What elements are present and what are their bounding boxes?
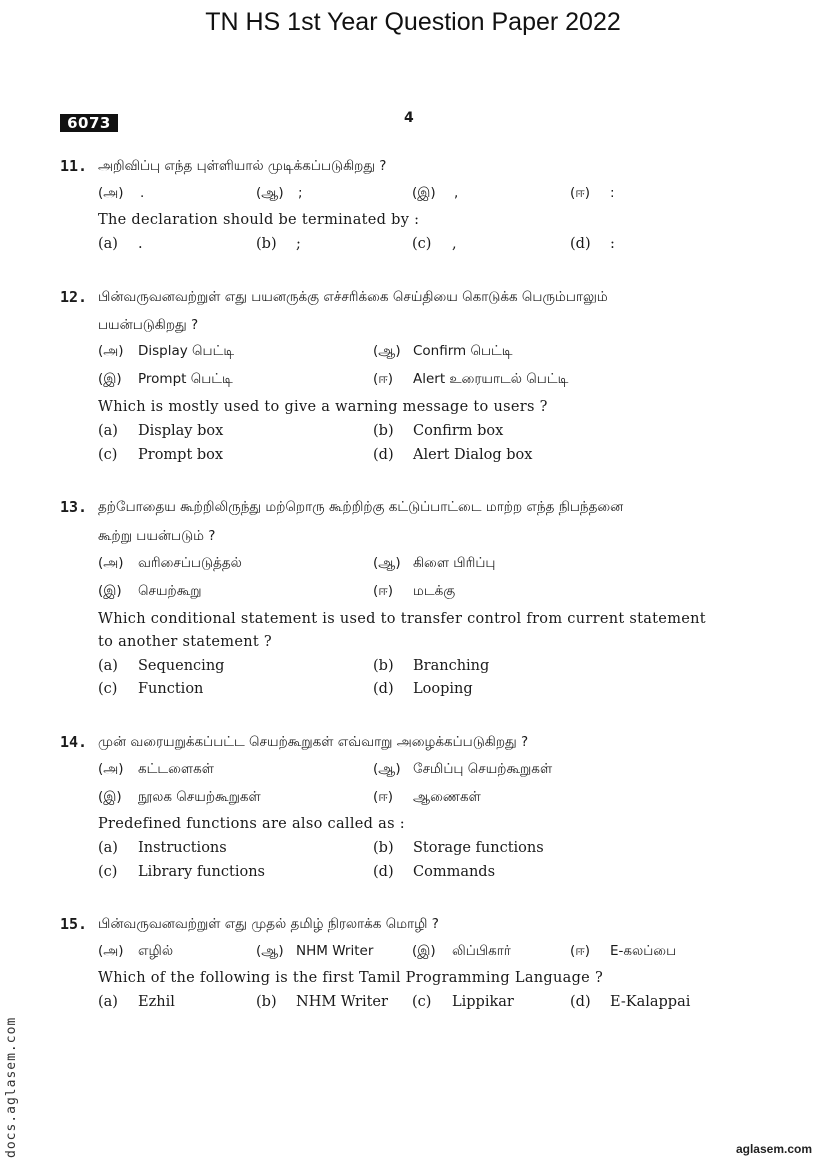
question-text-english: The declaration should be terminated by : [98, 212, 420, 228]
paper-code-badge: 6073 [60, 114, 118, 132]
option-english-b: (b) Confirm box [373, 423, 504, 439]
side-watermark: docs.aglasem.com [4, 1016, 19, 1158]
option-tamil-d: (ஈ) E-கலப்பை [570, 943, 677, 959]
question-text-tamil-line1: பின்வருவனவற்றுள் எது பயனருக்கு எச்சரிக்கை செய்தியை கொடுக்க பெரும்பாலும் [98, 289, 608, 305]
option-english-c: (c) Lippikar [412, 994, 514, 1010]
option-english-d: (d) Alert Dialog box [373, 447, 533, 463]
option-english-a: (a) Sequencing [98, 658, 225, 674]
question-text-tamil-line1: தற்போதைய கூற்றிலிருந்து மற்றொரு கூற்றிற்கு கட்டுப்பாட்டை மாற்ற எந்த நிபந்தனை [98, 499, 624, 515]
option-tamil-a: (அ) எழில் [98, 943, 174, 959]
option-english-d: (d) Commands [373, 864, 496, 880]
option-tamil-a: (அ) கட்டளைகள் [98, 761, 214, 777]
question-text-english-line1: Which conditional statement is used to transfer control from current statement [98, 611, 706, 627]
option-english-c: (c) , [412, 236, 457, 252]
option-english-b: (b) ; [256, 236, 301, 252]
option-tamil-c: (இ) , [412, 185, 459, 201]
option-tamil-d: (ஈ) மடக்கு [373, 583, 456, 599]
option-tamil-c: (இ) நூலக செயற்கூறுகள் [98, 789, 261, 805]
option-tamil-b: (ஆ) NHM Writer [256, 943, 374, 959]
option-english-c: (c) Function [98, 681, 204, 697]
option-english-a: (a) Ezhil [98, 994, 175, 1010]
option-tamil-c: (இ) Prompt பெட்டி [98, 371, 233, 387]
option-english-a: (a) Display box [98, 423, 224, 439]
option-tamil-c: (இ) லிப்பிகார் [412, 943, 511, 959]
option-english-a: (a) Instructions [98, 840, 227, 856]
option-tamil-d: (ஈ) : [570, 185, 615, 201]
option-tamil-b: (ஆ) ; [256, 185, 303, 201]
option-tamil-d: (ஈ) ஆணைகள் [373, 789, 481, 805]
option-english-a: (a) . [98, 236, 143, 252]
question-text-tamil: முன் வரையறுக்கப்பட்ட செயற்கூறுகள் எவ்வாறு அழைக்கப்படுகிறது ? [98, 734, 529, 750]
question-text-english: Predefined functions are also called as : [98, 816, 405, 832]
page-number: 4 [404, 110, 414, 126]
question-text-english: Which is mostly used to give a warning message to users ? [98, 399, 548, 415]
option-english-d: (d) E-Kalappai [570, 994, 691, 1010]
option-tamil-c: (இ) செயற்கூறு [98, 583, 202, 599]
question-number: 13. [60, 498, 88, 516]
question-text-tamil: அறிவிப்பு எந்த புள்ளியால் முடிக்கப்படுகிறது ? [98, 158, 387, 174]
option-tamil-b: (ஆ) சேமிப்பு செயற்கூறுகள் [373, 761, 553, 777]
page-title: TN HS 1st Year Question Paper 2022 [205, 8, 621, 36]
option-english-b: (b) Branching [373, 658, 490, 674]
question-text-english: Which of the following is the first Tamil Programming Language ? [98, 970, 604, 986]
option-english-b: (b) Storage functions [373, 840, 544, 856]
option-english-d: (d) : [570, 236, 615, 252]
option-tamil-a: (அ) . [98, 185, 145, 201]
option-english-b: (b) NHM Writer [256, 994, 388, 1010]
option-english-c: (c) Library functions [98, 864, 265, 880]
option-english-c: (c) Prompt box [98, 447, 224, 463]
option-tamil-b: (ஆ) Confirm பெட்டி [373, 343, 513, 359]
question-text-tamil: பின்வருவனவற்றுள் எது முதல் தமிழ் நிரலாக்க மொழி ? [98, 916, 439, 932]
question-number: 14. [60, 733, 88, 751]
option-tamil-a: (அ) வரிசைப்படுத்தல் [98, 555, 242, 571]
question-number: 15. [60, 915, 88, 933]
question-number: 11. [60, 157, 88, 175]
option-english-d: (d) Looping [373, 681, 473, 697]
question-number: 12. [60, 288, 88, 306]
footer-brand: aglasem.com [735, 1142, 812, 1156]
question-text-english-line2: to another statement ? [98, 634, 272, 650]
question-text-tamil-line2: பயன்படுகிறது ? [98, 317, 199, 333]
option-tamil-d: (ஈ) Alert உரையாடல் பெட்டி [373, 371, 569, 387]
question-text-tamil-line2: கூற்று பயன்படும் ? [98, 528, 216, 544]
option-tamil-b: (ஆ) கிளை பிரிப்பு [373, 555, 496, 571]
option-tamil-a: (அ) Display பெட்டி [98, 343, 235, 359]
